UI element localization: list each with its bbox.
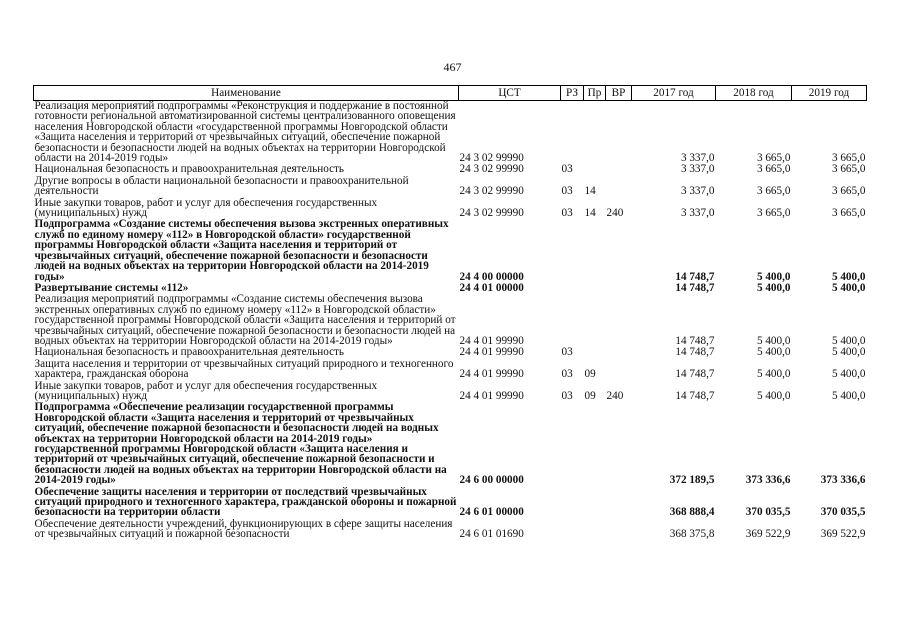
row-rz-cell [561, 294, 584, 347]
header-rz: РЗ [561, 86, 584, 101]
row-cst-cell: 24 6 01 00000 [459, 506, 524, 519]
row-name-cell: Защита населения и территории от чрезвычайных ситуаций природного и техногенного характера, гражданская оборона [34, 357, 454, 381]
row-cst-cell: 24 3 02 99990 [459, 163, 524, 176]
row-pr-cell [584, 402, 606, 486]
row-vr-cell [606, 164, 632, 175]
row-2017-cell: 14 748,7 [675, 281, 715, 294]
row-name-cell: Обеспечение защиты населения и территории от последствий чрезвычайных ситуаций природного и техногенного характера, гражданской обороны и пожарной безопасности на территории области [34, 485, 457, 519]
header-cst: ЦСТ [459, 86, 561, 101]
row-cst-cell: 24 4 01 99990 [459, 334, 524, 347]
row-rz-cell [561, 283, 584, 294]
row-2017-cell: 14 748,7 [675, 368, 715, 381]
row-rz-cell [561, 519, 584, 541]
row-cst-cell: 24 4 00 00000 [459, 270, 524, 283]
header-2018: 2018 год [716, 86, 792, 101]
row-2019-cell: 5 400,0 [831, 270, 866, 283]
row-2018-cell: 369 522,9 [745, 528, 791, 541]
row-vr-cell [606, 176, 632, 198]
row-2019-cell: 5 400,0 [831, 334, 866, 347]
row-2017-cell: 14 748,7 [675, 389, 715, 402]
row-pr-cell: 09 [584, 368, 596, 381]
row-cst-cell: 24 6 00 00000 [459, 474, 524, 487]
header-name: Наименование [34, 86, 459, 101]
row-2019-cell: 373 336,6 [820, 474, 866, 487]
row-rz-cell [561, 487, 584, 519]
row-vr-cell [606, 402, 632, 486]
row-rz-cell [561, 219, 584, 282]
row-2019-cell: 5 400,0 [831, 346, 866, 359]
row-vr-cell [606, 519, 632, 541]
row-name-cell: Иные закупки товаров, работ и услуг для обеспечения государственных (муниципальных) нужд [34, 379, 378, 402]
table-row [34, 101, 867, 165]
row-2018-cell: 5 400,0 [756, 281, 791, 294]
table-header-row [34, 86, 867, 101]
row-vr-cell: 240 [606, 389, 624, 402]
row-2018-cell: 5 400,0 [756, 389, 791, 402]
row-2018-cell: 5 400,0 [756, 368, 791, 381]
row-2017-cell: 3 337,0 [680, 163, 715, 176]
table-row [34, 487, 867, 519]
row-2018-cell: 373 336,6 [745, 474, 791, 487]
row-vr-cell [606, 101, 632, 165]
row-2018-cell: 5 400,0 [756, 334, 791, 347]
row-cst-cell: 24 4 01 00000 [459, 281, 524, 294]
row-2019-cell: 5 400,0 [831, 389, 866, 402]
row-pr-cell [584, 164, 606, 175]
row-vr-cell [606, 359, 632, 381]
header-pr: Пр [584, 86, 606, 101]
row-cst-cell: 24 3 02 99990 [459, 152, 524, 165]
row-pr-cell: 09 [584, 389, 596, 402]
row-2019-cell: 369 522,9 [820, 528, 866, 541]
row-vr-cell [606, 219, 632, 282]
row-pr-cell: 14 [584, 207, 596, 220]
row-rz-cell: 03 [561, 368, 573, 381]
row-2017-cell: 14 748,7 [675, 346, 715, 359]
row-cst-cell: 24 4 01 99990 [459, 368, 524, 381]
row-cst-cell: 24 4 01 99990 [459, 389, 524, 402]
row-name-cell: Национальная безопасность и правоохранительная деятельность [34, 346, 345, 359]
row-cst-cell: 24 3 02 99990 [459, 207, 524, 220]
row-2017-cell: 368 888,4 [669, 506, 715, 519]
row-vr-cell [606, 347, 632, 358]
row-2018-cell: 3 665,0 [756, 207, 791, 220]
header-vr: ВР [606, 86, 632, 101]
row-vr-cell [606, 487, 632, 519]
row-name-cell: Реализация мероприятий подпрограммы «Создание системы обеспечения вызова экстренных оперативных служб по единому номеру «112» в Новгородской области» государственной программы Новгородской области «Защита населения и территорий от чрезвычайных ситуаций, обеспечение пожарной безопасности и безопасности людей на водных объектах на территории Новгородской области на 2014-2019 годы» [34, 293, 456, 347]
row-2017-cell: 14 748,7 [675, 334, 715, 347]
row-vr-cell [606, 294, 632, 347]
row-vr-cell: 240 [606, 207, 624, 220]
row-2017-cell: 3 337,0 [680, 152, 715, 165]
table-row [34, 402, 867, 486]
row-2017-cell: 14 748,7 [675, 270, 715, 283]
table-row [34, 176, 867, 198]
row-rz-cell: 03 [561, 163, 573, 176]
row-rz-cell: 03 [561, 389, 573, 402]
table-row [34, 198, 867, 220]
page-number: 467 [443, 60, 462, 74]
row-pr-cell [584, 487, 606, 519]
row-2018-cell: 3 665,0 [756, 185, 791, 198]
row-name-cell: Реализация мероприятий подпрограммы «Реконструкция и поддержание в постоянной готовности региональной автоматизированной системы централизованного оповещения населения Новгородской области «государственной программы Новгородской области «Защита населения и территорий от чрезвычайных ситуаций, обеспечение пожарной безопасности и безопасности людей на водных объектах на территории Новгородской области на 2014-2019 годы» [34, 100, 456, 165]
row-2019-cell: 5 400,0 [831, 368, 866, 381]
row-2019-cell: 3 665,0 [831, 207, 866, 220]
table-row [34, 359, 867, 381]
row-2019-cell: 3 665,0 [831, 163, 866, 176]
row-name-cell: Подпрограмма «Обеспечение реализации государственной программы Новгородской области «Защита населения и территорий от чрезвычайных ситуаций, обеспечение пожарной безопасности и безопасности людей на водных объектах на территории Новгородской области на 2014-2019 годы» государственной программы Новгородской области «Защита населения и территорий от чрезвычайных ситуаций, обеспечение пожарной безопасности и безопасности людей на водных объектах на территории Новгородской области на 2014-2019 годы» [34, 401, 447, 487]
row-rz-cell: 03 [561, 185, 573, 198]
row-2017-cell: 3 337,0 [680, 185, 715, 198]
row-vr-cell [606, 283, 632, 294]
row-name-cell: Развертывание системы «112» [34, 281, 189, 294]
header-2017: 2017 год [632, 86, 716, 101]
row-rz-cell: 03 [561, 346, 573, 359]
row-rz-cell [561, 101, 584, 165]
row-2018-cell: 370 035,5 [745, 506, 791, 519]
row-pr-cell [584, 294, 606, 347]
header-2019: 2019 год [792, 86, 867, 101]
row-2019-cell: 370 035,5 [820, 506, 866, 519]
row-name-cell: Другие вопросы в области национальной безопасности и правоохранительной деятельности [34, 174, 409, 198]
row-2017-cell: 368 375,8 [669, 528, 715, 541]
row-2019-cell: 5 400,0 [831, 281, 866, 294]
row-pr-cell: 14 [584, 185, 596, 198]
row-cst-cell: 24 4 01 99990 [459, 346, 524, 359]
row-cst-cell: 24 6 01 01690 [459, 528, 524, 541]
row-rz-cell: 03 [561, 207, 573, 220]
table-row [34, 519, 867, 541]
row-pr-cell [584, 219, 606, 282]
row-name-cell: Обеспечение деятельности учреждений, функционирующих в сфере защиты населения от чрезвычайных ситуаций и пожарной безопасности [34, 517, 453, 541]
row-pr-cell [584, 519, 606, 541]
row-name-cell: Национальная безопасность и правоохранительная деятельность [34, 163, 345, 176]
table-row [34, 294, 867, 347]
row-2017-cell: 372 189,5 [669, 474, 715, 487]
row-name-cell: Подпрограмма «Создание системы обеспечения вызова экстренных оперативных служб по единому номеру «112» в Новгородской области» государственной программы Новгородской области «Защита населения и территорий от чрезвычайных ситуаций, обеспечение пожарной безопасности и безопасности людей на водных объектах на территории Новгородской области на 2014-2019 годы» [34, 218, 449, 283]
row-name-cell: Иные закупки товаров, работ и услуг для обеспечения государственных (муниципальных) нужд [34, 196, 378, 220]
row-pr-cell [584, 101, 606, 165]
row-pr-cell [584, 283, 606, 294]
budget-table [33, 85, 867, 541]
row-rz-cell [561, 402, 584, 486]
row-2019-cell: 3 665,0 [831, 152, 866, 165]
row-2018-cell: 3 665,0 [756, 152, 791, 165]
table-row [34, 219, 867, 282]
row-pr-cell [584, 347, 606, 358]
row-2018-cell: 5 400,0 [756, 270, 791, 283]
row-2018-cell: 3 665,0 [756, 163, 791, 176]
row-2019-cell: 3 665,0 [831, 185, 866, 198]
row-2017-cell: 3 337,0 [680, 207, 715, 220]
row-2018-cell: 5 400,0 [756, 346, 791, 359]
row-cst-cell: 24 3 02 99990 [459, 185, 524, 198]
table-row [34, 381, 867, 403]
